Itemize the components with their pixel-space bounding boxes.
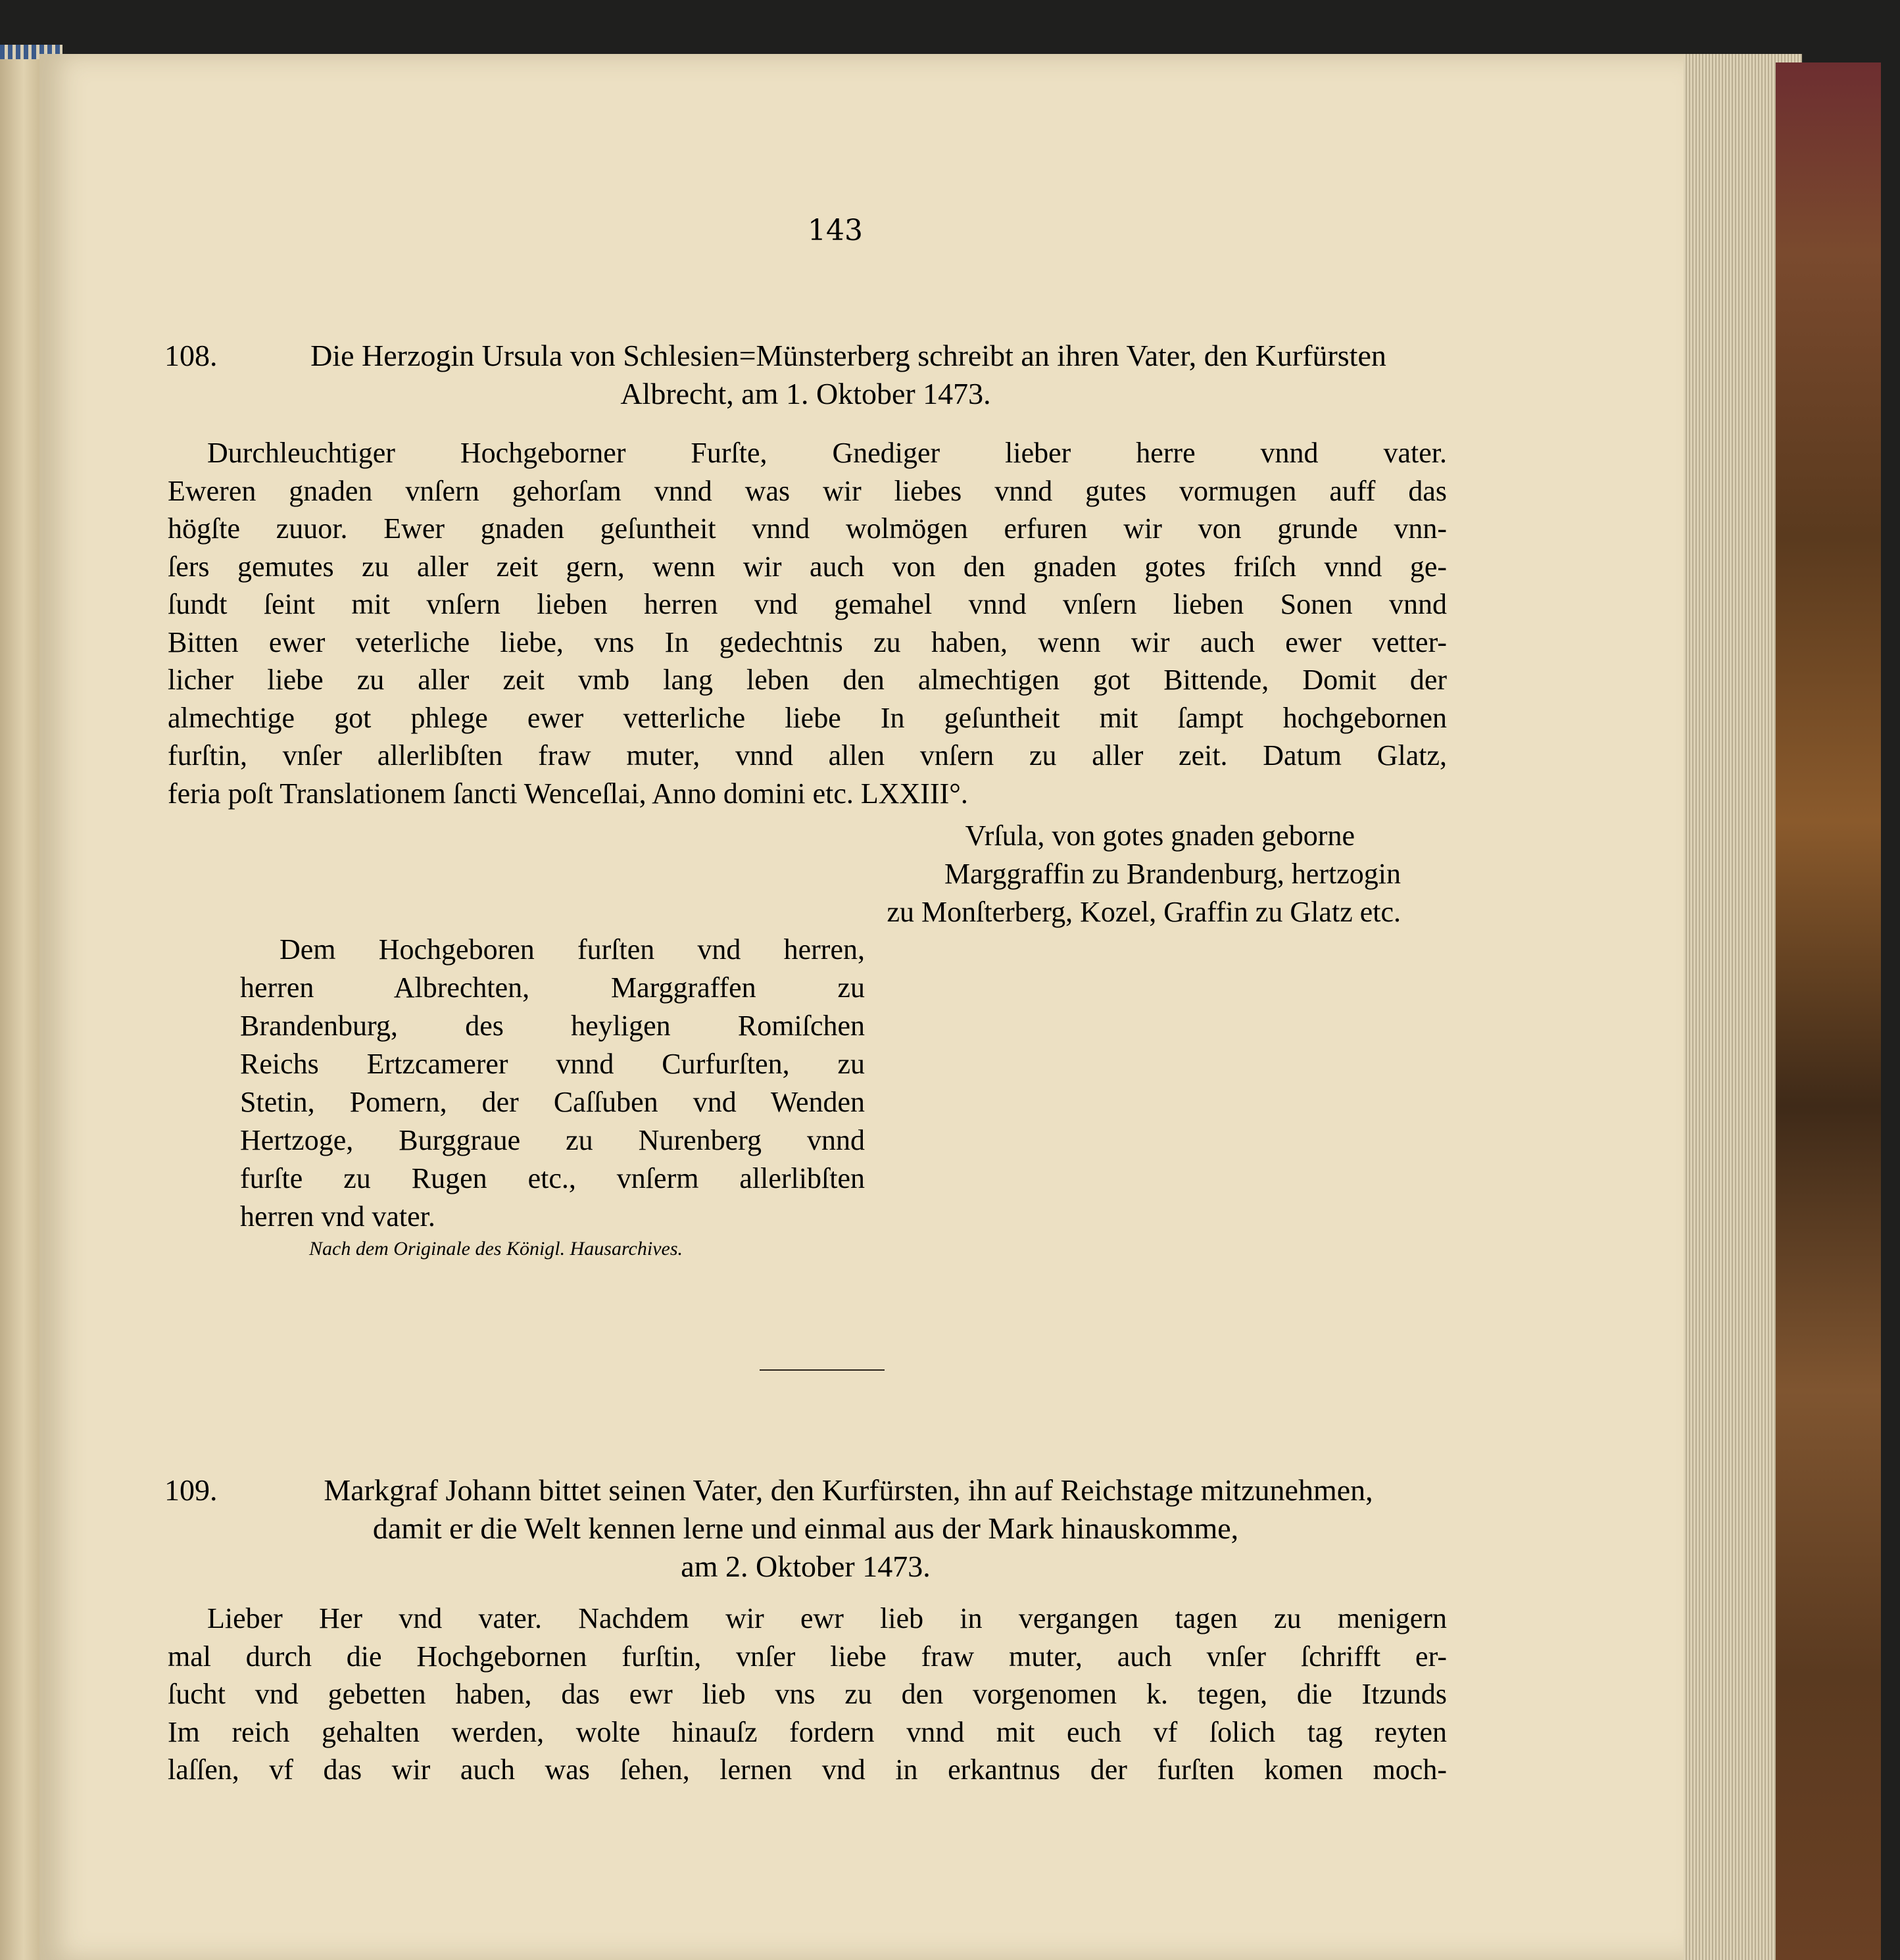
signature-line: zu Monſterberg, Kozel, Graffin zu Glatz etc. (887, 896, 1401, 928)
entry-109-line: mal durch die Hochgebornen furſtin, vnſer liebe fraw muter, auch vnſer ſchrifft er- (168, 1640, 1447, 1673)
entry-109-heading-line2: damit er die Welt kennen lerne und einmal aus der Mark hinauskomme, (372, 1511, 1239, 1545)
entry-109-heading-line1: Markgraf Johann bittet seinen Vater, den Kurfürsten, ihn auf Reichstage mitzunehmen, (324, 1473, 1373, 1507)
page-number: 143 (808, 214, 863, 247)
address-line: Dem Hochgeboren furſten vnd herren, (280, 933, 865, 966)
entry-108-line: licher liebe zu aller zeit vmb lang leben den almechtigen got Bittende, Domit der (168, 664, 1447, 696)
entry-108-line: ſers gemutes zu aller zeit gern, wenn wir auch von den gnaden gotes friſch vnnd ge- (168, 550, 1447, 583)
address-line: Stetin, Pomern, der Caſſuben vnd Wenden (240, 1086, 865, 1118)
address-line: herren Albrechten, Marggraffen zu (240, 971, 865, 1004)
entry-108-signature (743, 817, 1401, 931)
entry-108-heading-line2: Albrecht, am 1. Oktober 1473. (620, 377, 991, 410)
entry-108-line: almechtige got phlege ewer vetterliche liebe In geſuntheit mit ſampt hochgebornen (168, 701, 1447, 734)
address-line: Reichs Ertzcamerer vnnd Curfurſten, zu (240, 1048, 865, 1080)
entry-108-line: högſte zuuor. Ewer gnaden geſuntheit vnnd wolmögen erfuren wir von grunde vnn- (168, 512, 1447, 545)
entry-108-line: Bitten ewer veterliche liebe, vns In gedechtnis zu haben, wenn wir auch ewer vetter- (168, 625, 1447, 658)
entry-109-line: ſucht vnd gebetten haben, das ewr lieb vns zu den vorgenomen k. tegen, die Itzunds (168, 1678, 1447, 1710)
signature-line: Marggraffin zu Brandenburg, hertzogin (944, 858, 1401, 890)
entry-109-number: 109. (164, 1473, 218, 1507)
entry-108-address (240, 931, 865, 1236)
entry-108-heading-line1: Die Herzogin Ursula von Schlesien=Münsterberg schreibt an ihren Vater, den Kurfürsten (310, 339, 1386, 372)
left-page-edge (0, 46, 39, 1960)
entry-109-line: Im reich gehalten werden, wolte hinauſz fordern vnnd mit euch vf ſolich tag reyten (168, 1715, 1447, 1748)
entry-109-heading-line3: am 2. Oktober 1473. (681, 1550, 931, 1583)
book-page (39, 54, 1684, 1960)
entry-108-body (168, 434, 1447, 812)
entry-108-line: furſtin, vnſer allerlibſten fraw muter, vnnd allen vnſern zu aller zeit. Datum Glatz, (168, 739, 1447, 772)
address-line: herren vnd vater. (240, 1200, 435, 1233)
entry-108-number: 108. (164, 339, 218, 372)
entry-109-body (168, 1600, 1447, 1789)
entry-108-line: ſundt ſeint mit vnſern lieben herren vnd gemahel vnnd vnſern lieben Sonen vnnd (168, 588, 1447, 620)
entry-108-line: feria poſt Translationem ſancti Wenceſlai, Anno domini etc. LXXIII°. (168, 777, 968, 810)
entry-108-heading (164, 337, 1447, 413)
book-cover-edge (1776, 62, 1881, 1960)
entry-109-line: Lieber Her vnd vater. Nachdem wir ewr lieb in vergangen tagen zu menigern (207, 1602, 1447, 1634)
entry-109-heading (164, 1471, 1447, 1586)
section-divider (760, 1369, 885, 1371)
address-line: Hertzoge, Burggraue zu Nurenberg vnnd (240, 1124, 865, 1156)
address-line: furſte zu Rugen etc., vnſerm allerlibſten (240, 1162, 865, 1194)
entry-109-line: laſſen, vf das wir auch was ſehen, lernen vnd in erkantnus der furſten komen moch- (168, 1753, 1447, 1786)
entry-108-source-note: Nach dem Originale des Königl. Hausarchives. (309, 1238, 683, 1260)
entry-108-line: Durchleuchtiger Hochgeborner Furſte, Gnediger lieber herre vnnd vater. (207, 437, 1447, 469)
signature-line: Vrſula, von gotes gnaden geborne (965, 820, 1355, 852)
address-line: Brandenburg, des heyligen Romiſchen (240, 1010, 865, 1042)
entry-108-line: Eweren gnaden vnſern gehorſam vnnd was wir liebes vnnd gutes vormugen auff das (168, 474, 1447, 507)
